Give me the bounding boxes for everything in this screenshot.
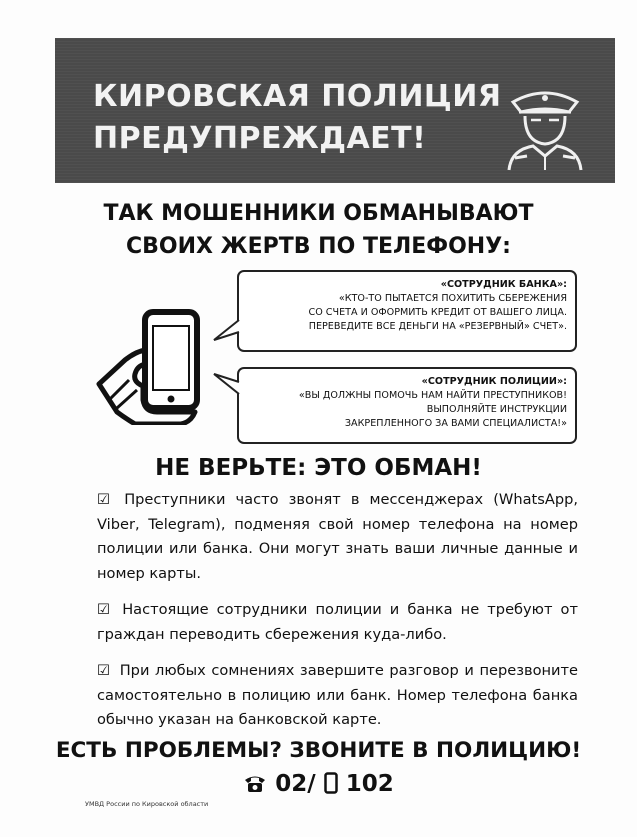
- bubble-tail: [212, 318, 240, 344]
- bubble-line: ПЕРЕВЕДИТЕ ВСЕ ДЕНЬГИ НА «РЕЗЕРВНЫЙ» СЧЕТ».: [308, 321, 567, 332]
- header-title: [93, 76, 501, 160]
- checkbox-icon: ☑: [97, 601, 111, 618]
- subtitle-line1: ТАК МОШЕННИКИ ОБМАНЫВАЮТ: [103, 201, 534, 226]
- subtitle-line2: СВОИХ ЖЕРТВ ПО ТЕЛЕФОНУ:: [126, 234, 511, 259]
- landline-number: 02: [275, 771, 308, 797]
- tip-text: При любых сомнениях завершите разговор и перезвоните самостоятельно в полицию или банк. Номер телефона банка обычно указан на банковской карте.: [97, 662, 579, 728]
- hand-holding-phone-icon: [95, 300, 220, 425]
- police-officer-icon: [505, 82, 585, 172]
- bubble-line: «ВЫ ДОЛЖНЫ ПОМОЧЬ НАМ НАЙТИ ПРЕСТУПНИКОВ!: [298, 390, 567, 401]
- subtitle: [0, 197, 637, 263]
- tip-item: [97, 659, 578, 733]
- call-to-action: ЕСТЬ ПРОБЛЕМЫ? ЗВОНИТЕ В ПОЛИЦИЮ!: [55, 738, 582, 763]
- bubble-speaker: «СОТРУДНИК БАНКА»:: [440, 279, 567, 290]
- bubble-speaker: «СОТРУДНИК ПОЛИЦИИ»:: [421, 376, 567, 387]
- bank-employee-speech-bubble: [237, 270, 577, 352]
- bubble-line: ВЫПОЛНЯЙТЕ ИНСТРУКЦИИ: [426, 404, 567, 415]
- tips-list: [97, 488, 578, 745]
- tip-item: [97, 598, 578, 647]
- checkbox-icon: ☑: [97, 491, 111, 508]
- police-officer-speech-bubble: [237, 367, 577, 444]
- mobile-phone-icon: [324, 772, 338, 794]
- header-title-line2: ПРЕДУПРЕЖДАЕТ!: [93, 121, 427, 156]
- header-title-line1: КИРОВСКАЯ ПОЛИЦИЯ: [93, 79, 502, 114]
- bubble-line: СО СЧЕТА И ОФОРМИТЬ КРЕДИТ ОТ ВАШЕГО ЛИЦА.: [308, 307, 567, 318]
- tip-text: Преступники часто звонят в мессенджерах (WhatsApp, Viber, Telegram), подменяя свой номер телефона на номер полиции или банка. Они могут знать ваши личные данные и номер карты.: [97, 491, 579, 582]
- warning-heading: НЕ ВЕРЬТЕ: ЭТО ОБМАН!: [155, 455, 482, 481]
- checkbox-icon: ☑: [97, 662, 111, 679]
- bubble-line: ЗАКРЕПЛЕННОГО ЗА ВАМИ СПЕЦИАЛИСТА!»: [344, 418, 567, 429]
- footer-organization: УМВД России по Кировской области: [85, 800, 209, 808]
- header-banner: [55, 38, 615, 183]
- tip-item: [97, 488, 578, 586]
- telephone-icon: [243, 773, 267, 793]
- tip-text: Настоящие сотрудники полиции и банка не требуют от граждан переводить сбережения куда-либо.: [97, 601, 578, 643]
- bubble-line: «КТО-ТО ПЫТАЕТСЯ ПОХИТИТЬ СБЕРЕЖЕНИЯ: [338, 293, 567, 304]
- emergency-numbers: [0, 768, 637, 800]
- bubble-tail: [212, 372, 240, 398]
- number-separator: /: [307, 771, 316, 797]
- mobile-number: 102: [345, 771, 394, 797]
